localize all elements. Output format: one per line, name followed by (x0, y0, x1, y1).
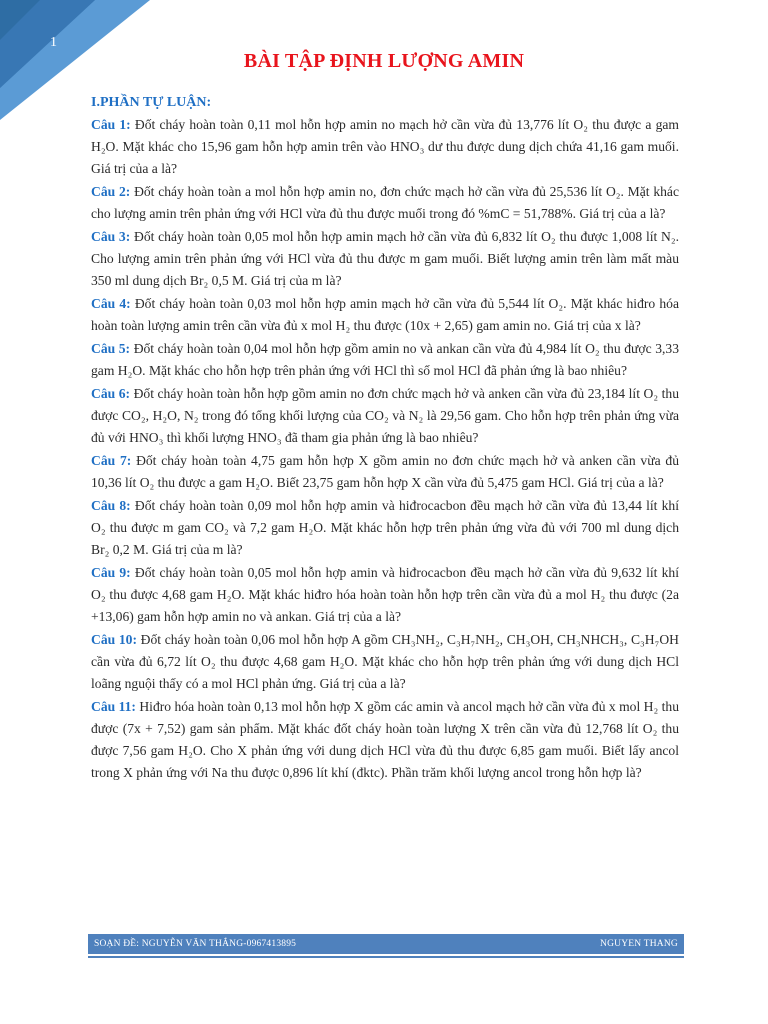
question-text: Đốt cháy hoàn toàn a mol hỗn hợp amin no, đơn chức mạch hở cần vừa đủ 25,536 lít O₂. Mặt khác cho lượng amin trên phản ứng với HCl vừa đủ thu được muối trong đó %mC = 51,788%. Giá trị của a là? (91, 184, 680, 221)
question-item (91, 114, 679, 180)
question-text: Đốt cháy hoàn toàn 0,11 mol hỗn hợp amin no mạch hở cần vừa đủ 13,776 lít O₂ thu được a gam H₂O. Mặt khác cho 15,96 gam hỗn hợp amin trên vào HNO₃ dư thu được dung dịch chứa 41,16 gam muối. Giá trị của a là? (91, 117, 679, 176)
question-item (91, 181, 679, 225)
question-item (91, 293, 679, 337)
question-text: Đốt cháy hoàn toàn 0,05 mol hỗn hợp amin và hiđrocacbon đều mạch hở cần vừa đủ 9,632 lít khí O₂ thu được 4,68 gam H₂O. Mặt khác hiđro hóa hoàn toàn hỗn hợp trên cần vừa đủ a mol H₂ thu được (2a +13,06) gam hỗn hợp amin no và ankan. Giá trị của a là? (91, 565, 679, 624)
question-text: Đốt cháy hoàn toàn 0,03 mol hỗn hợp amin mạch hở cần vừa đủ 5,544 lít O₂. Mặt khác hiđro hóa hoàn toàn lượng amin trên cần vừa đủ x mol H₂ thu được (10x + 2,65) gam amin no. Giá trị của x là? (91, 296, 679, 333)
question-text: Hiđro hóa hoàn toàn 0,13 mol hỗn hợp X gồm các amin và ancol mạch hở cần vừa đủ x mol H₂ thu được (7x + 7,52) gam sản phẩm. Mặt khác đốt cháy hoàn toàn lượng X trên cần vừa đủ 12,768 lít O₂ thu được 7,56 gam H₂O. Cho X phản ứng với dung dịch HCl vừa đủ thu được 6,85 gam muối. Biết lấy ancol trong X phản ứng với Na thu được 0,896 lít khí (đktc). Phần trăm khối lượng ancol trong hỗn hợp là? (91, 699, 679, 780)
question-label: Câu 8: (91, 498, 131, 513)
question-item (91, 562, 679, 628)
question-label: Câu 7: (91, 453, 132, 468)
section-heading: I.PHẦN TỰ LUẬN: (91, 95, 212, 110)
footer-divider (88, 956, 684, 958)
question-label: Câu 6: (91, 386, 131, 401)
footer-author: SOẠN ĐỀ: NGUYỄN VĂN THẮNG-0967413895 (94, 939, 297, 949)
question-item (91, 450, 679, 494)
question-text: Đốt cháy hoàn toàn 0,04 mol hỗn hợp gồm amin no và ankan cần vừa đủ 4,984 lít O₂ thu được 3,33 gam H₂O. Mặt khác cho hỗn hợp trên phản ứng với HCl thì số mol HCl đã phản ứng là bao nhiêu? (91, 341, 679, 378)
question-item (91, 696, 679, 784)
question-text: Đốt cháy hoàn toàn 0,05 mol hỗn hợp amin mạch hở cần vừa đủ 6,832 lít O₂ thu được 1,008 lít N₂. Cho lượng amin trên phản ứng với HCl vừa đủ thu được m gam muối. Biết lượng amin trên làm mất màu 350 ml dung dịch Br₂ 0,5 M. Giá trị của m là? (91, 229, 679, 288)
question-list (91, 114, 679, 785)
question-text: Đốt cháy hoàn toàn 4,75 gam hỗn hợp X gồm amin no đơn chức mạch hở và anken cần vừa đủ 10,36 lít O₂ thu được a gam H₂O. Biết 23,75 gam hỗn hợp X cần vừa đủ 5,475 gam HCl. Giá trị của a là? (91, 453, 679, 490)
question-item (91, 338, 679, 382)
page-number: 1 (50, 35, 57, 50)
question-text: Đốt cháy hoàn toàn 0,09 mol hỗn hợp amin và hiđrocacbon đều mạch hở cần vừa đủ 13,44 lít khí O₂ thu được m gam CO₂ và 7,2 gam H₂O. Mặt khác hỗn hợp trên phản ứng vừa đủ với 700 ml dung dịch Br₂ 0,2 M. Giá trị của m là? (91, 498, 679, 557)
question-text: Đốt cháy hoàn toàn 0,06 mol hỗn hợp A gồm CH₃NH₂, C₃H₇NH₂, CH₃OH, CH₃NHCH₃, C₃H₇OH cần vừa đủ 6,72 lít O₂ thu được 4,68 gam H₂O. Mặt khác cho hỗn hợp trên phản ứng với dung dịch HCl loãng nguội thấy có a mol HCl phản ứng. Giá trị của a là? (91, 632, 679, 691)
question-label: Câu 11: (91, 699, 136, 714)
question-label: Câu 3: (91, 229, 131, 244)
question-label: Câu 10: (91, 632, 137, 647)
question-item (91, 495, 679, 561)
question-text: Đốt cháy hoàn toàn hỗn hợp gồm amin no đơn chức mạch hở và anken cần vừa đủ 23,184 lít O₂ thu được CO₂, H₂O, N₂ trong đó tổng khối lượng của CO₂ và N₂ là 29,56 gam. Cho hỗn hợp trên phản ứng vừa đủ với HNO₃ thì khối lượng HNO₃ đã tham gia phản ứng là bao nhiêu? (91, 386, 679, 445)
footer-name: NGUYEN THANG (600, 939, 678, 949)
question-label: Câu 2: (91, 184, 131, 199)
question-label: Câu 4: (91, 296, 131, 311)
question-label: Câu 1: (91, 117, 131, 132)
question-label: Câu 9: (91, 565, 131, 580)
question-item (91, 226, 679, 292)
question-label: Câu 5: (91, 341, 131, 356)
question-item (91, 629, 679, 695)
footer-bar (88, 934, 684, 954)
document-title: BÀI TẬP ĐỊNH LƯỢNG AMIN (243, 50, 525, 72)
question-item (91, 383, 679, 449)
